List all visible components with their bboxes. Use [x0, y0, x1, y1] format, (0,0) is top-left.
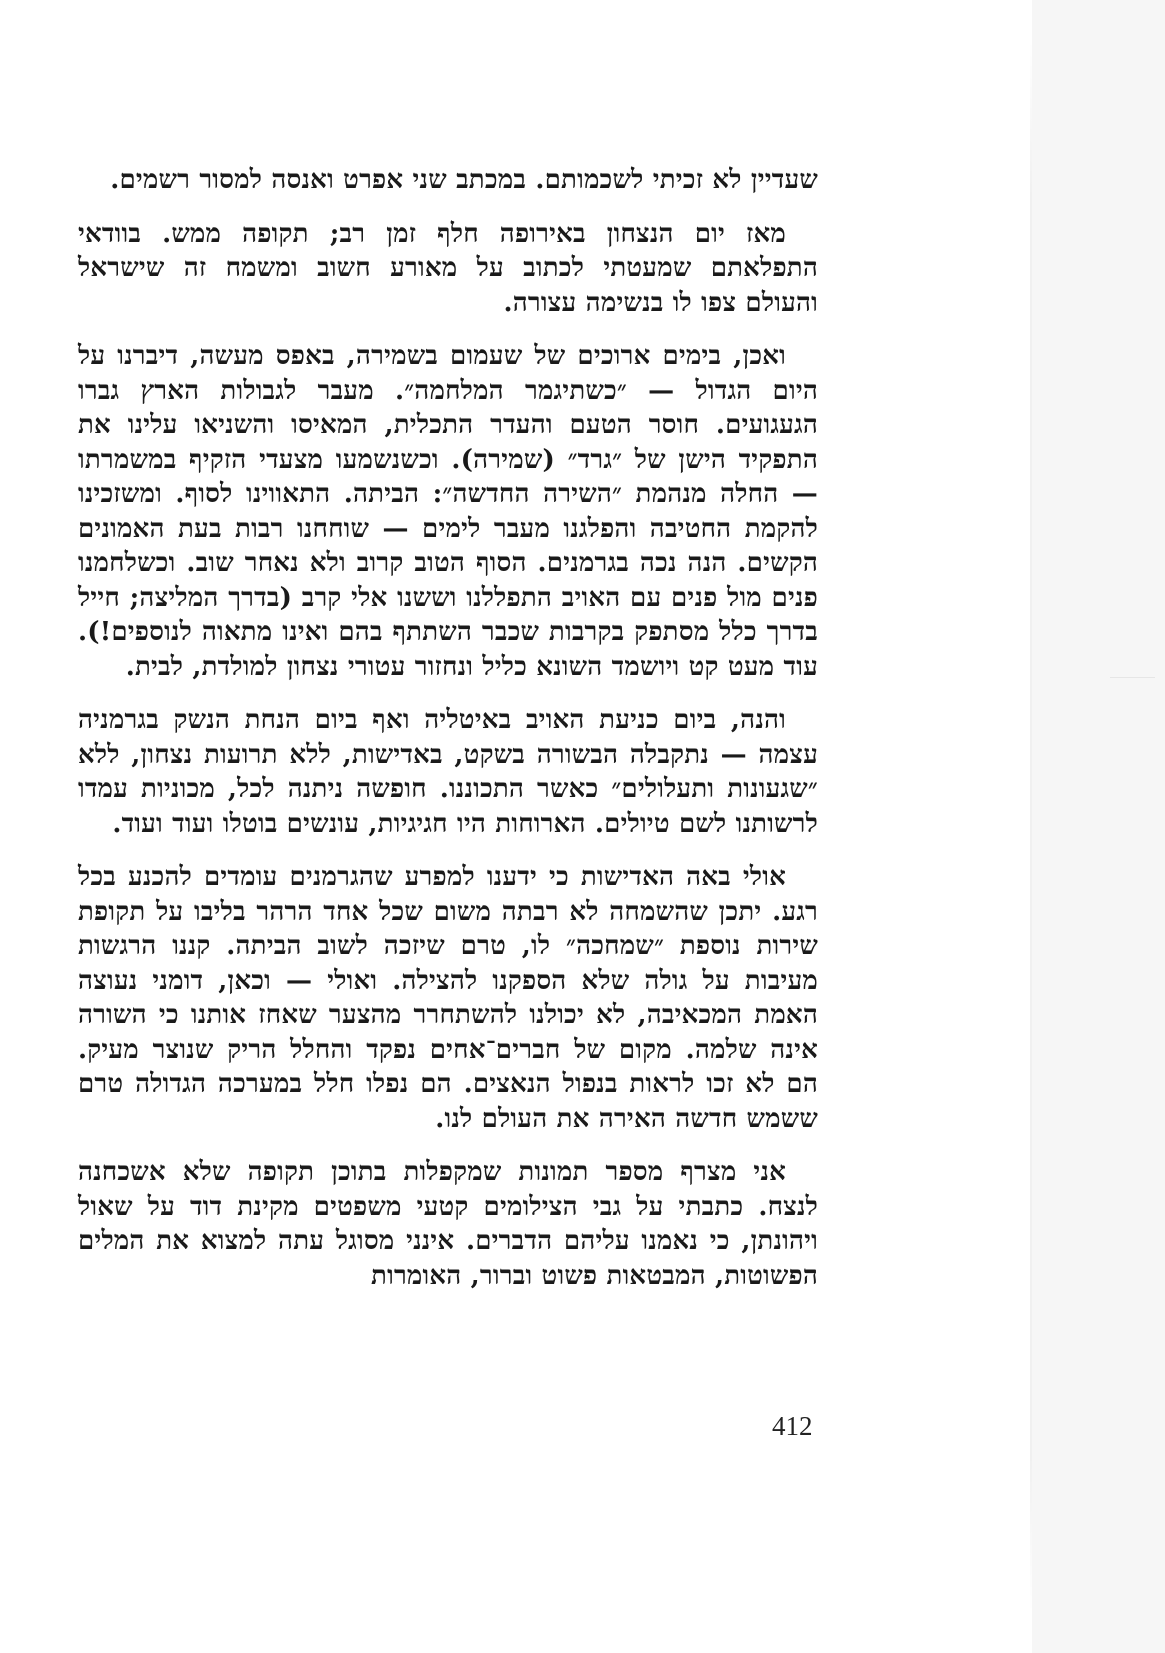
body-text	[78, 163, 818, 1312]
paragraph: מאז יום הנצחון באירופה חלף זמן רב; תקופה ממש. בוודאי התפלאתם שמעטתי לכתוב על מאורע חשוב ומשמח זה שישראל והעולם צפו לו בנשימה עצורה.	[78, 218, 818, 318]
paragraph: אולי באה האדישות כי ידענו למפרע שהגרמנים עומדים להכנע בכל רגע. יתכן שהשמחה לא רבתה משום שכל אחד הרהר בליבו על תקופת שירות נוספת ״שמחכה״ לו, טרם שיזכה לשוב הביתה. קננו הרגשות מעיבות על גולה שלא הספקנו להצילה. ואולי — וכאן, דומני נעוצה האמת המכאיבה, לא יכולנו להשתחרר מהצער שאחז אותנו כי השורה אינה שלמה. מקום של חברים־אחים נפקד והחלל הריק שנוצר מעיק. הם לא זכו לראות בנפול הנאצים. הם נפלו חלל במערכה הגדולה טרם ששמש חדשה האירה את העולם לנו.	[78, 862, 818, 1134]
paragraph: אני מצרף מספר תמונות שמקפלות בתוכן תקופה שלא אשכחנה לנצח. כתבתי על גבי הצילומים קטעי משפטים מקינת דוד על שאול ויהונתן, כי נאמנו עליהם הדברים. אינני מסוגל עתה למצוא את המלים הפשוטות, המבטאות פשוט וברור, האומרות	[78, 1157, 818, 1291]
paragraph: ואכן, בימים ארוכים של שעמום בשמירה, באפס מעשה, דיברנו על היום הגדול — ״כשתיגמר המלחמה״. מעבר לגבולות הארץ גברו הגעגועים. חוסר הטעם והעדר התכלית, המאיסו והשניאו עלינו את התפקיד הישן של ״גרד״ (שמירה). וכשנשמעו מצעדי הזקיף במשמרתו — החלה מנהמת ״השירה החדשה״: הביתה. התאווינו לסוף. ומשזכינו להקמת החטיבה והפלגנו מעבר לימים — שוחחנו רבות בעת האמונים הקשים. הנה נכה בגרמנים. הסוף הטוב קרוב ולא נאחר שוב. וכשלחמנו פנים מול פנים עם האויב התפללנו וששנו אלי קרב (בדרך המליצה; חייל בדרך כלל מסתפק בקרבות שכבר השתתף בהם ואינו מתאוה לנוספים!). עוד מעט קט ויושמד השונא כליל ונחזור עטורי נצחון למולדת, לבית.	[78, 341, 818, 682]
paragraph: שעדיין לא זכיתי לשכמותם. במכתב שני אפרט ואנסה למסור רשמים.	[110, 165, 818, 195]
scan-page-edge	[1030, 40, 1032, 1613]
scan-margin-shade	[1032, 0, 1165, 1653]
page-number: 412	[772, 1411, 813, 1441]
paragraph: והנה, ביום כניעת האויב באיטליה ואף ביום הנחת הנשק בגרמניה עצמה — נתקבלה הבשורה בשקט, באדישות, ללא תרועות נצחון, ללא ״שגעונות ותעלולים״ כאשר התכוננו. חופשה ניתנה לכל, מכוניות עמדו לרשותנו לשם טיולים. הארוחות היו חגיגיות, עונשים בוטלו ועוד ועוד.	[78, 705, 818, 839]
scan-mark	[1110, 677, 1155, 678]
